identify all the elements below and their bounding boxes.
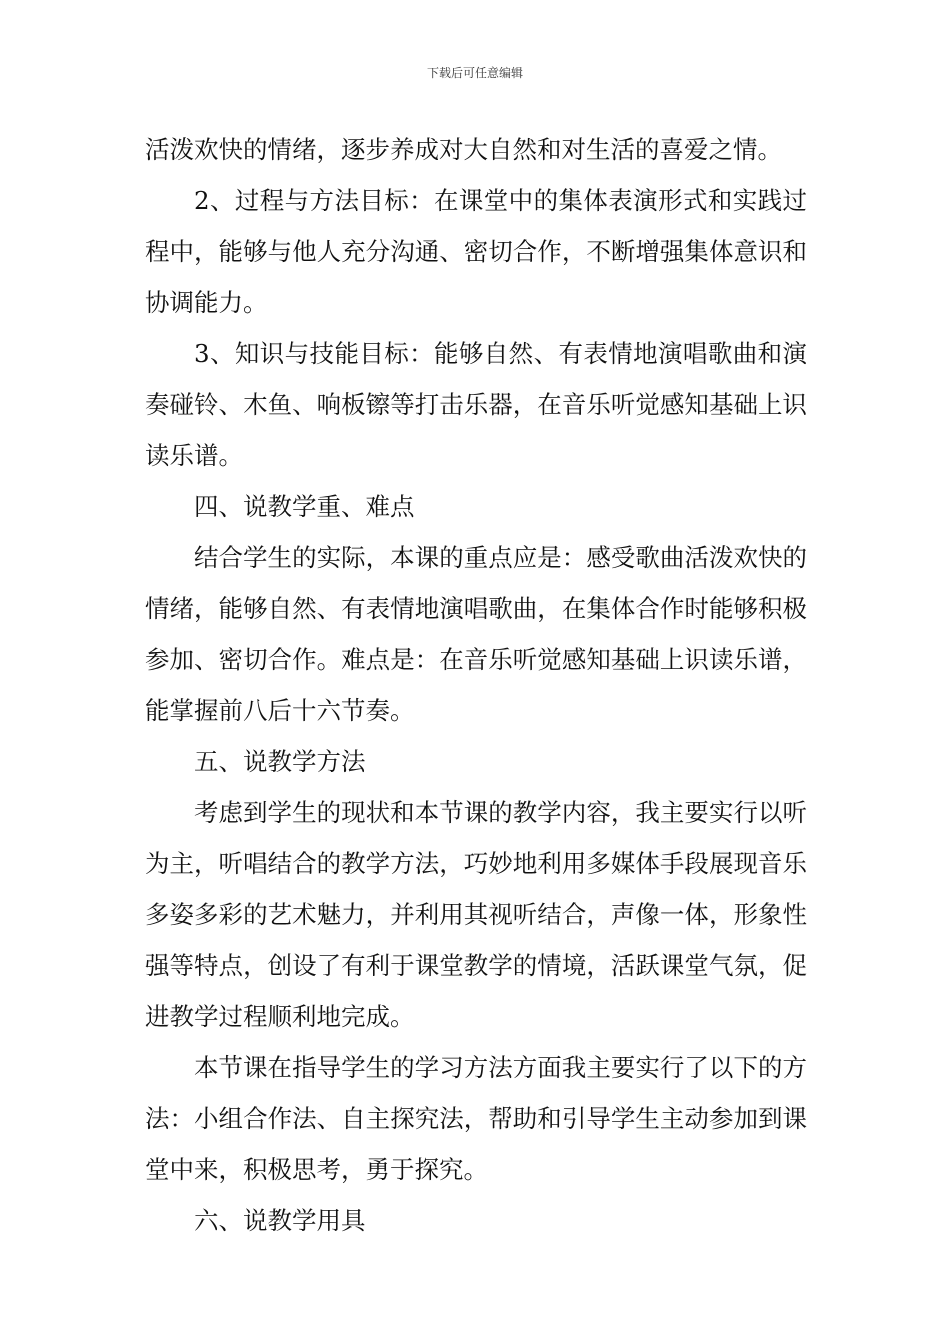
section-heading-teaching-tools: 六、说教学用具 xyxy=(194,1206,366,1235)
document-body xyxy=(145,124,807,1246)
paragraph-knowledge-skill-goal: 3、知识与技能目标：能够自然、有表情地演唱歌曲和演奏碰铃、木鱼、响板镲等打击乐器，在音乐听觉感知基础上识读乐谱。 xyxy=(145,339,807,470)
paragraph-key-points: 结合学生的实际，本课的重点应是：感受歌曲活泼欢快的情绪，能够自然、有表情地演唱歌曲，在集体合作时能够积极参加、密切合作。难点是：在音乐听觉感知基础上识读乐谱，能掌握前八后十六节奏。 xyxy=(145,543,807,725)
paragraph-teaching-methods: 考虑到学生的现状和本节课的教学内容，我主要实行以听为主，听唱结合的教学方法，巧妙地利用多媒体手段展现音乐多姿多彩的艺术魅力，并利用其视听结合，声像一体，形象性强等特点，创设了有利于课堂教学的情境，活跃课堂气氛，促进教学过程顺利地完成。 xyxy=(145,798,807,1031)
paragraph-process-method-goal: 2、过程与方法目标：在课堂中的集体表演形式和实践过程中，能够与他人充分沟通、密切合作，不断增强集体意识和协调能力。 xyxy=(145,186,807,317)
paragraph-continuation: 活泼欢快的情绪，逐步养成对大自然和对生活的喜爱之情。 xyxy=(145,135,782,164)
page-header-note: 下载后可任意编辑 xyxy=(426,66,523,80)
section-heading-teaching-methods: 五、说教学方法 xyxy=(194,747,366,776)
paragraph-learning-methods: 本节课在指导学生的学习方法方面我主要实行了以下的方法：小组合作法、自主探究法，帮助和引导学生主动参加到课堂中来，积极思考，勇于探究。 xyxy=(145,1053,807,1184)
section-heading-key-points: 四、说教学重、难点 xyxy=(194,492,415,521)
